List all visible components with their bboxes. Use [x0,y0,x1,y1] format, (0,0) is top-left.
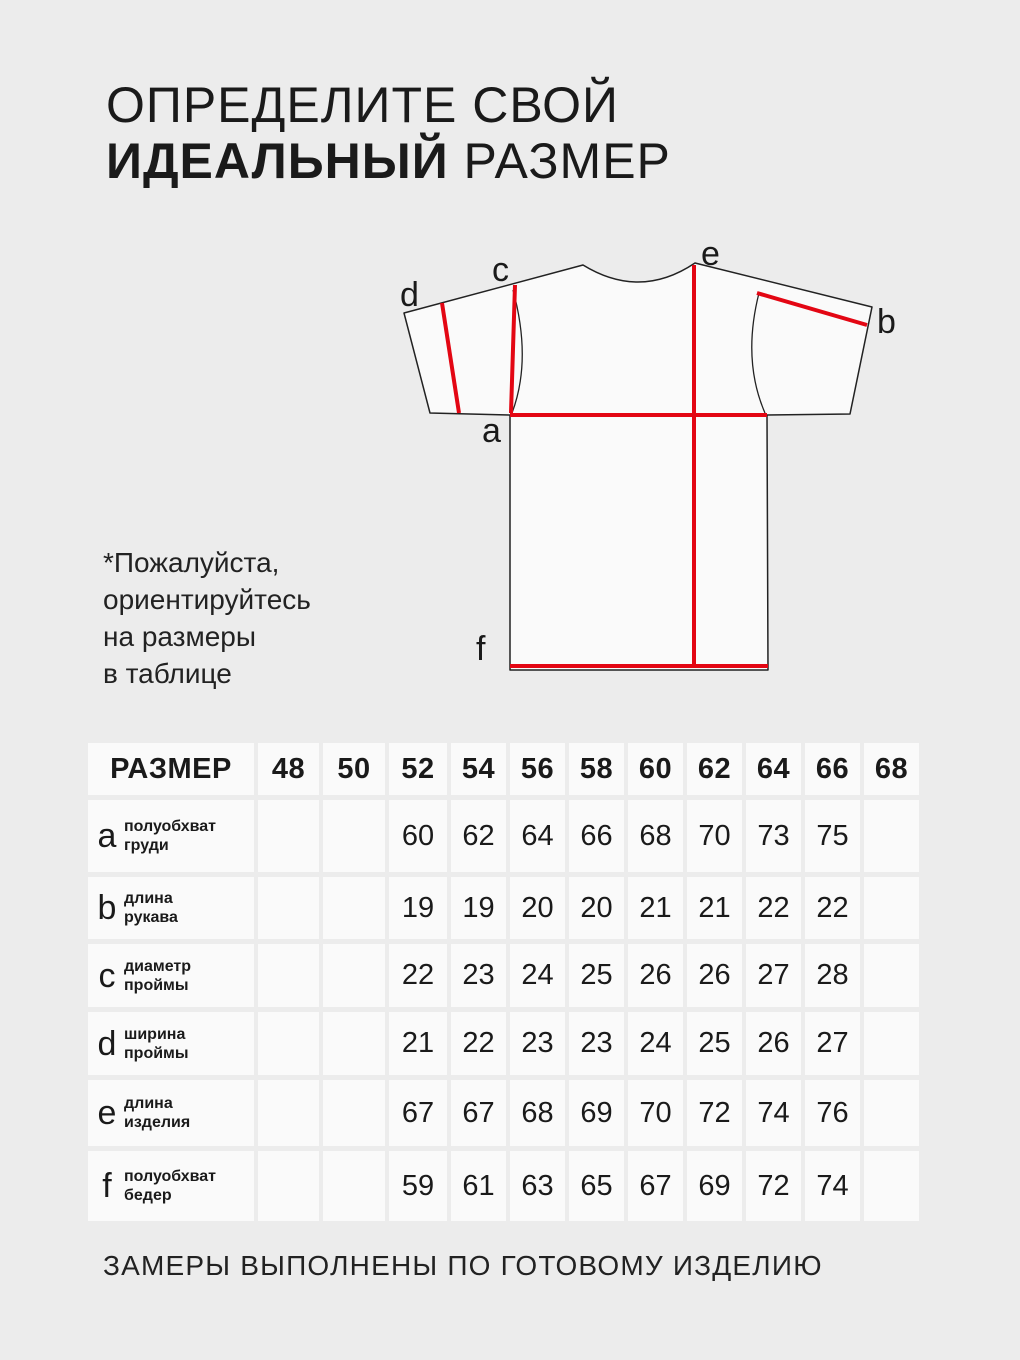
cell-c-60: 26 [628,944,683,1007]
cell-a-66: 75 [805,800,860,872]
title-line-1: ОПРЕДЕЛИТЕ СВОЙ [106,77,619,133]
label-d: d [400,276,419,314]
cell-b-64: 22 [746,877,801,939]
cell-b-68 [864,877,919,939]
header-size-56: 56 [510,743,565,795]
cell-a-56: 64 [510,800,565,872]
cell-a-68 [864,800,919,872]
header-size-label: РАЗМЕР [88,743,254,795]
cell-f-58: 65 [569,1151,624,1221]
cell-d-54: 22 [451,1012,506,1075]
tshirt-svg [380,230,920,690]
header-size-58: 58 [569,743,624,795]
cell-c-68 [864,944,919,1007]
cell-e-56: 68 [510,1080,565,1146]
row-label-e [88,1080,254,1146]
cell-c-54: 23 [451,944,506,1007]
title-rest: РАЗМЕР [448,133,671,189]
row-label-d [88,1012,254,1075]
row-letter: e [97,1094,117,1132]
cell-d-60: 24 [628,1012,683,1075]
cell-b-48 [258,877,319,939]
cell-d-68 [864,1012,919,1075]
cell-b-66: 22 [805,877,860,939]
cell-c-64: 27 [746,944,801,1007]
row-letter: a [97,817,117,855]
cell-d-56: 23 [510,1012,565,1075]
label-c: c [492,251,509,289]
size-table [88,743,919,1221]
header-size-60: 60 [628,743,683,795]
header-size-66: 66 [805,743,860,795]
header-size-62: 62 [687,743,742,795]
label-a: a [482,412,501,450]
row-letter: b [97,889,117,927]
cell-a-64: 73 [746,800,801,872]
cell-d-50 [323,1012,385,1075]
cell-f-56: 63 [510,1151,565,1221]
cell-f-48 [258,1151,319,1221]
cell-a-54: 62 [451,800,506,872]
cell-d-52: 21 [389,1012,447,1075]
cell-a-58: 66 [569,800,624,872]
cell-f-50 [323,1151,385,1221]
cell-b-54: 19 [451,877,506,939]
cell-d-58: 23 [569,1012,624,1075]
header-size-48: 48 [258,743,319,795]
header-size-50: 50 [323,743,385,795]
label-e: e [701,235,720,273]
cell-f-68 [864,1151,919,1221]
cell-f-62: 69 [687,1151,742,1221]
cell-a-52: 60 [389,800,447,872]
cell-c-66: 28 [805,944,860,1007]
label-b: b [877,303,896,341]
label-f: f [476,630,486,668]
cell-b-56: 20 [510,877,565,939]
cell-c-58: 25 [569,944,624,1007]
row-description: полуобхват груди [124,818,217,854]
cell-d-62: 25 [687,1012,742,1075]
cell-f-64: 72 [746,1151,801,1221]
cell-c-52: 22 [389,944,447,1007]
cell-c-56: 24 [510,944,565,1007]
cell-e-54: 67 [451,1080,506,1146]
cell-a-60: 68 [628,800,683,872]
cell-b-58: 20 [569,877,624,939]
cell-d-66: 27 [805,1012,860,1075]
cell-f-52: 59 [389,1151,447,1221]
cell-f-60: 67 [628,1151,683,1221]
cell-e-58: 69 [569,1080,624,1146]
cell-e-68 [864,1080,919,1146]
cell-b-62: 21 [687,877,742,939]
cell-f-54: 61 [451,1151,506,1221]
row-letter: d [97,1024,117,1063]
header-size-54: 54 [451,743,506,795]
row-description: полуобхват бедер [124,1168,217,1204]
cell-e-48 [258,1080,319,1146]
row-label-c [88,944,254,1007]
size-note: *Пожалуйста, ориентируйтесь на размеры в таблице [103,547,311,689]
tshirt-diagram [380,230,920,690]
cell-a-48 [258,800,319,872]
cell-e-52: 67 [389,1080,447,1146]
header-size-68: 68 [864,743,919,795]
cell-c-50 [323,944,385,1007]
cell-b-50 [323,877,385,939]
row-label-a [88,800,254,872]
row-label-f [88,1151,254,1221]
cell-e-62: 72 [687,1080,742,1146]
row-description: ширина проймы [124,1025,189,1062]
footer-note: ЗАМЕРЫ ВЫПОЛНЕНЫ ПО ГОТОВОМУ ИЗДЕЛИЮ [103,1250,823,1281]
cell-a-50 [323,800,385,872]
row-description: длина изделия [124,1095,191,1131]
cell-d-48 [258,1012,319,1075]
header-size-52: 52 [389,743,447,795]
cell-b-52: 19 [389,877,447,939]
cell-f-66: 74 [805,1151,860,1221]
cell-e-66: 76 [805,1080,860,1146]
cell-d-64: 26 [746,1012,801,1075]
tshirt-outline [404,263,872,670]
cell-e-50 [323,1080,385,1146]
row-description: диаметр проймы [124,957,192,994]
cell-b-60: 21 [628,877,683,939]
row-label-b [88,877,254,939]
row-description: длина рукава [124,890,178,926]
header-size-64: 64 [746,743,801,795]
cell-c-62: 26 [687,944,742,1007]
cell-a-62: 70 [687,800,742,872]
row-letter: f [102,1167,112,1205]
title-bold-word: ИДЕАЛЬНЫЙ [106,133,449,189]
title-line-2 [106,133,671,189]
cell-c-48 [258,944,319,1007]
cell-e-64: 74 [746,1080,801,1146]
cell-e-60: 70 [628,1080,683,1146]
row-letter: c [98,956,116,995]
